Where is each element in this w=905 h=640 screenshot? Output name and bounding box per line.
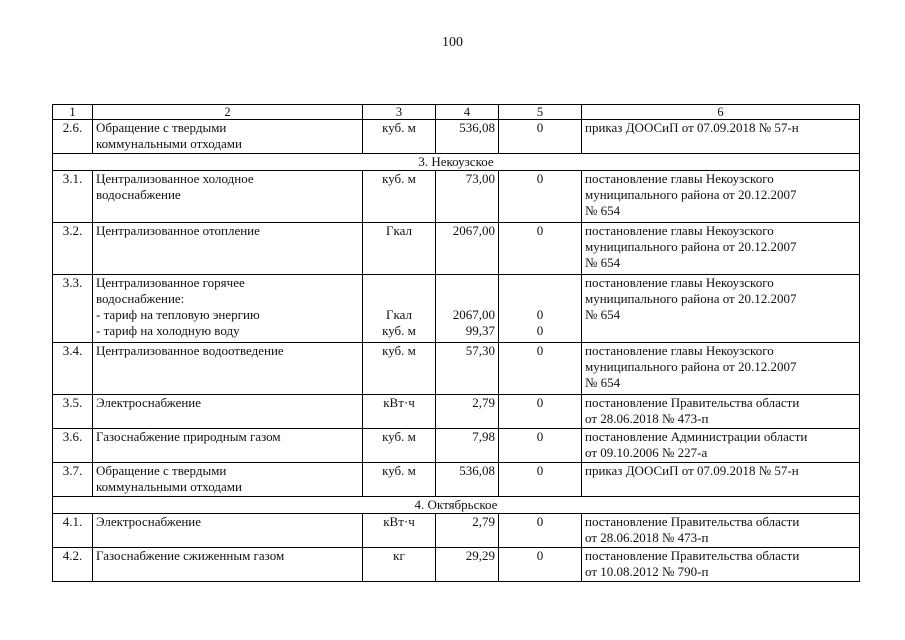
unit-of-measure-cell <box>363 514 436 548</box>
service-name-cell <box>93 548 363 582</box>
table-row <box>53 171 860 223</box>
unit-of-measure-line: Гкал <box>385 223 412 238</box>
legal-basis-line: приказ ДООСиП от 07.09.2018 № 57-н <box>585 120 799 135</box>
increase-percent-cell <box>499 223 582 275</box>
unit-of-measure-line <box>366 291 432 307</box>
header-cell: 6 <box>582 105 860 120</box>
unit-of-measure-cell <box>363 223 436 275</box>
increase-percent-line: 0 <box>536 120 544 135</box>
increase-percent-line: 0 <box>536 171 544 186</box>
legal-basis-cell <box>582 223 860 275</box>
table-row <box>53 395 860 429</box>
service-name-cell <box>93 343 363 395</box>
header-cell: 3 <box>363 105 436 120</box>
legal-basis-line: постановление главы Некоузского <box>585 343 774 358</box>
service-name-line: водоснабжение <box>96 187 181 202</box>
legal-basis-line: № 654 <box>585 307 621 322</box>
tariff-value-line: 536,08 <box>459 463 495 478</box>
unit-of-measure-line: Гкал <box>385 307 412 322</box>
item-number: 3.7. <box>53 463 93 497</box>
legal-basis-cell <box>582 463 860 497</box>
table-row <box>53 514 860 548</box>
tariff-value-cell <box>436 171 499 223</box>
table-row <box>53 275 860 343</box>
item-number: 3.5. <box>53 395 93 429</box>
legal-basis-cell <box>582 120 860 154</box>
tariff-value-cell <box>436 429 499 463</box>
unit-of-measure-cell <box>363 275 436 343</box>
unit-of-measure-line <box>366 275 432 291</box>
service-name-line: Электроснабжение <box>96 514 202 529</box>
tariff-table <box>52 104 860 582</box>
legal-basis-cell <box>582 275 860 343</box>
service-name-cell <box>93 395 363 429</box>
service-name-cell <box>93 223 363 275</box>
legal-basis-line: постановление главы Некоузского <box>585 275 774 290</box>
increase-percent-cell <box>499 395 582 429</box>
legal-basis-line: постановление Администрации области <box>585 429 808 444</box>
legal-basis-line: № 654 <box>585 375 621 390</box>
unit-of-measure-line: куб. м <box>382 171 416 186</box>
increase-percent-cell <box>499 343 582 395</box>
service-name-cell <box>93 429 363 463</box>
table-row <box>53 343 860 395</box>
page-number: 100 <box>442 35 463 50</box>
service-name-line: Централизованное водоотведение <box>96 343 284 358</box>
tariff-value-line: 2,79 <box>472 395 495 410</box>
service-name-line: Электроснабжение <box>96 395 202 410</box>
increase-percent-cell <box>499 463 582 497</box>
table-row <box>53 429 860 463</box>
legal-basis-cell <box>582 514 860 548</box>
increase-percent-line: 0 <box>536 429 544 444</box>
service-name-cell <box>93 463 363 497</box>
service-name-line: Централизованное горячее <box>96 275 245 290</box>
table-row <box>53 120 860 154</box>
service-name-cell <box>93 275 363 343</box>
service-name-line: - тариф на тепловую энергию <box>96 307 260 322</box>
section-row <box>53 497 860 514</box>
header-row <box>53 105 860 120</box>
tariff-value-cell <box>436 463 499 497</box>
service-name-line: - тариф на холодную воду <box>96 323 240 338</box>
tariff-value-line: 29,29 <box>465 548 495 563</box>
item-number: 4.2. <box>53 548 93 582</box>
table-row <box>53 223 860 275</box>
increase-percent-line: 0 <box>536 463 544 478</box>
service-name-cell <box>93 120 363 154</box>
increase-percent-line: 0 <box>536 307 544 322</box>
unit-of-measure-cell <box>363 429 436 463</box>
unit-of-measure-line: куб. м <box>382 323 416 338</box>
tariff-value-cell <box>436 223 499 275</box>
increase-percent-line: 0 <box>536 343 544 358</box>
service-name-line: Централизованное отопление <box>96 223 260 238</box>
service-name-line: Газоснабжение природным газом <box>96 429 281 444</box>
legal-basis-line: от 09.10.2006 № 227-а <box>585 445 708 460</box>
item-number: 3.6. <box>53 429 93 463</box>
legal-basis-cell <box>582 171 860 223</box>
increase-percent-cell <box>499 429 582 463</box>
header-cell: 1 <box>53 105 93 120</box>
item-number: 2.6. <box>53 120 93 154</box>
tariff-value-cell <box>436 395 499 429</box>
increase-percent-line <box>502 291 578 307</box>
service-name-line: Обращение с твердыми <box>96 120 227 135</box>
unit-of-measure-cell <box>363 548 436 582</box>
increase-percent-cell <box>499 275 582 343</box>
unit-of-measure-line: кВт·ч <box>383 514 415 529</box>
tariff-value-line <box>439 291 495 307</box>
increase-percent-cell <box>499 548 582 582</box>
service-name-line: коммунальными отходами <box>96 479 242 494</box>
tariff-value-line <box>439 275 495 291</box>
increase-percent-line: 0 <box>536 323 544 338</box>
item-number: 3.3. <box>53 275 93 343</box>
section-title: 4. Октябрьское <box>53 497 860 514</box>
item-number: 3.1. <box>53 171 93 223</box>
increase-percent-line: 0 <box>536 395 544 410</box>
legal-basis-line: муниципального района от 20.12.2007 <box>585 187 797 202</box>
tariff-value-cell <box>436 343 499 395</box>
tariff-value-line: 73,00 <box>465 171 495 186</box>
increase-percent-line: 0 <box>536 223 544 238</box>
header-cell: 5 <box>499 105 582 120</box>
service-name-line: Газоснабжение сжиженным газом <box>96 548 285 563</box>
service-name-line: Обращение с твердыми <box>96 463 227 478</box>
legal-basis-line: муниципального района от 20.12.2007 <box>585 359 797 374</box>
legal-basis-line: № 654 <box>585 203 621 218</box>
increase-percent-line: 0 <box>536 548 544 563</box>
legal-basis-cell <box>582 429 860 463</box>
increase-percent-cell <box>499 514 582 548</box>
unit-of-measure-line: куб. м <box>382 343 416 358</box>
legal-basis-line: постановление главы Некоузского <box>585 223 774 238</box>
increase-percent-cell <box>499 120 582 154</box>
increase-percent-line: 0 <box>536 514 544 529</box>
service-name-line: Централизованное холодное <box>96 171 254 186</box>
tariff-value-line: 99,37 <box>465 323 495 338</box>
legal-basis-line: постановление Правительства области <box>585 395 800 410</box>
tariff-value-line: 2,79 <box>472 514 495 529</box>
item-number: 3.2. <box>53 223 93 275</box>
section-row <box>53 154 860 171</box>
unit-of-measure-line: куб. м <box>382 120 416 135</box>
unit-of-measure-cell <box>363 171 436 223</box>
legal-basis-line: муниципального района от 20.12.2007 <box>585 239 797 254</box>
legal-basis-line: постановление главы Некоузского <box>585 171 774 186</box>
legal-basis-line: № 654 <box>585 255 621 270</box>
table-row <box>53 463 860 497</box>
legal-basis-line: постановление Правительства области <box>585 548 800 563</box>
tariff-value-line: 7,98 <box>472 429 495 444</box>
table-row <box>53 548 860 582</box>
tariff-value-cell <box>436 514 499 548</box>
legal-basis-line: приказ ДООСиП от 07.09.2018 № 57-н <box>585 463 799 478</box>
unit-of-measure-cell <box>363 343 436 395</box>
service-name-cell <box>93 514 363 548</box>
unit-of-measure-line: куб. м <box>382 463 416 478</box>
section-title: 3. Некоузское <box>53 154 860 171</box>
tariff-value-line: 2067,00 <box>452 223 495 238</box>
tariff-value-cell <box>436 275 499 343</box>
service-name-cell <box>93 171 363 223</box>
item-number: 3.4. <box>53 343 93 395</box>
tariff-value-line: 536,08 <box>459 120 495 135</box>
header-cell: 4 <box>436 105 499 120</box>
unit-of-measure-line: кВт·ч <box>383 395 415 410</box>
header-cell: 2 <box>93 105 363 120</box>
tariff-value-line: 57,30 <box>465 343 495 358</box>
tariff-value-line: 2067,00 <box>452 307 495 322</box>
legal-basis-cell <box>582 548 860 582</box>
increase-percent-line <box>502 275 578 291</box>
unit-of-measure-line: куб. м <box>382 429 416 444</box>
legal-basis-line: от 10.08.2012 № 790-п <box>585 564 709 579</box>
legal-basis-cell <box>582 395 860 429</box>
service-name-line: коммунальными отходами <box>96 136 242 151</box>
increase-percent-cell <box>499 171 582 223</box>
tariff-value-cell <box>436 120 499 154</box>
service-name-line: водоснабжение: <box>96 291 185 306</box>
legal-basis-cell <box>582 343 860 395</box>
item-number: 4.1. <box>53 514 93 548</box>
legal-basis-line: постановление Правительства области <box>585 514 800 529</box>
tariff-value-cell <box>436 548 499 582</box>
legal-basis-line: от 28.06.2018 № 473-п <box>585 530 709 545</box>
legal-basis-line: муниципального района от 20.12.2007 <box>585 291 797 306</box>
unit-of-measure-cell <box>363 395 436 429</box>
unit-of-measure-cell <box>363 463 436 497</box>
unit-of-measure-cell <box>363 120 436 154</box>
legal-basis-line: от 28.06.2018 № 473-п <box>585 411 709 426</box>
unit-of-measure-line: кг <box>393 548 405 563</box>
